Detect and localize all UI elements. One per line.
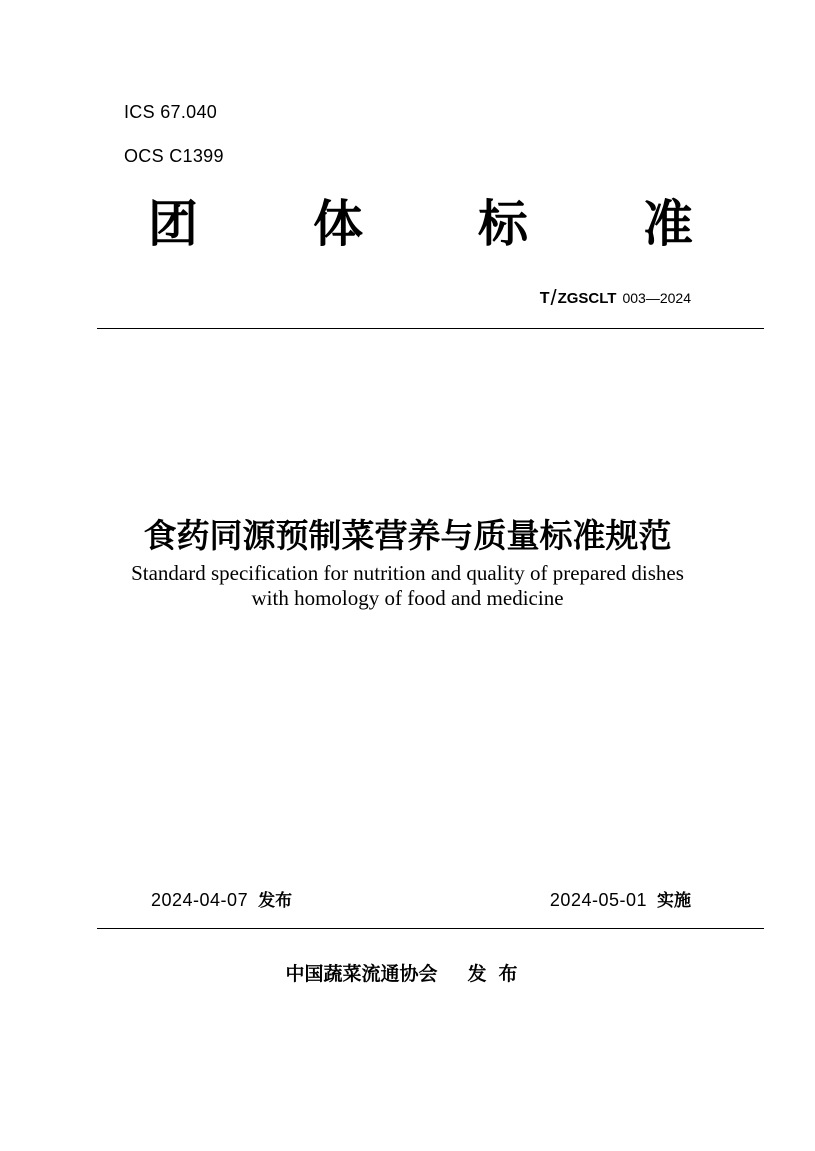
publisher-action: 发布 (467, 963, 530, 985)
ics-classification: ICS 67.040 (124, 102, 218, 122)
top-divider (97, 328, 764, 329)
ocs-classification: OCS C1399 (124, 146, 224, 166)
category-char: 标 (478, 195, 528, 253)
implementation-date (550, 888, 691, 913)
issue-date-label: 发布 (258, 891, 293, 911)
publisher-name: 中国蔬菜流通协会 (285, 963, 438, 985)
implementation-date-label: 实施 (657, 891, 691, 911)
standard-code-org: ZGSCLT (557, 290, 617, 307)
category-char: 体 (313, 195, 363, 253)
category-char: 团 (148, 195, 198, 253)
standard-code-prefix: T (539, 290, 550, 307)
issue-date (151, 888, 292, 913)
publisher (0, 960, 815, 988)
implementation-date-value: 2024-05-01 (549, 890, 647, 910)
issue-date-value: 2024-04-07 (151, 890, 249, 910)
standard-code-slash: / (550, 285, 557, 310)
standard-code-number: 003—2024 (622, 290, 691, 306)
document-title-chinese: 食药同源预制菜营养与质量标准规范 (143, 516, 672, 555)
standard-category-heading (148, 194, 693, 254)
category-char: 准 (643, 195, 693, 253)
document-title-english-line2: with homology of food and medicine (251, 586, 564, 610)
standard-code (540, 287, 691, 310)
bottom-divider (97, 928, 764, 929)
document-title-english-line1: Standard specification for nutrition and quality of prepared dishes (131, 561, 684, 585)
